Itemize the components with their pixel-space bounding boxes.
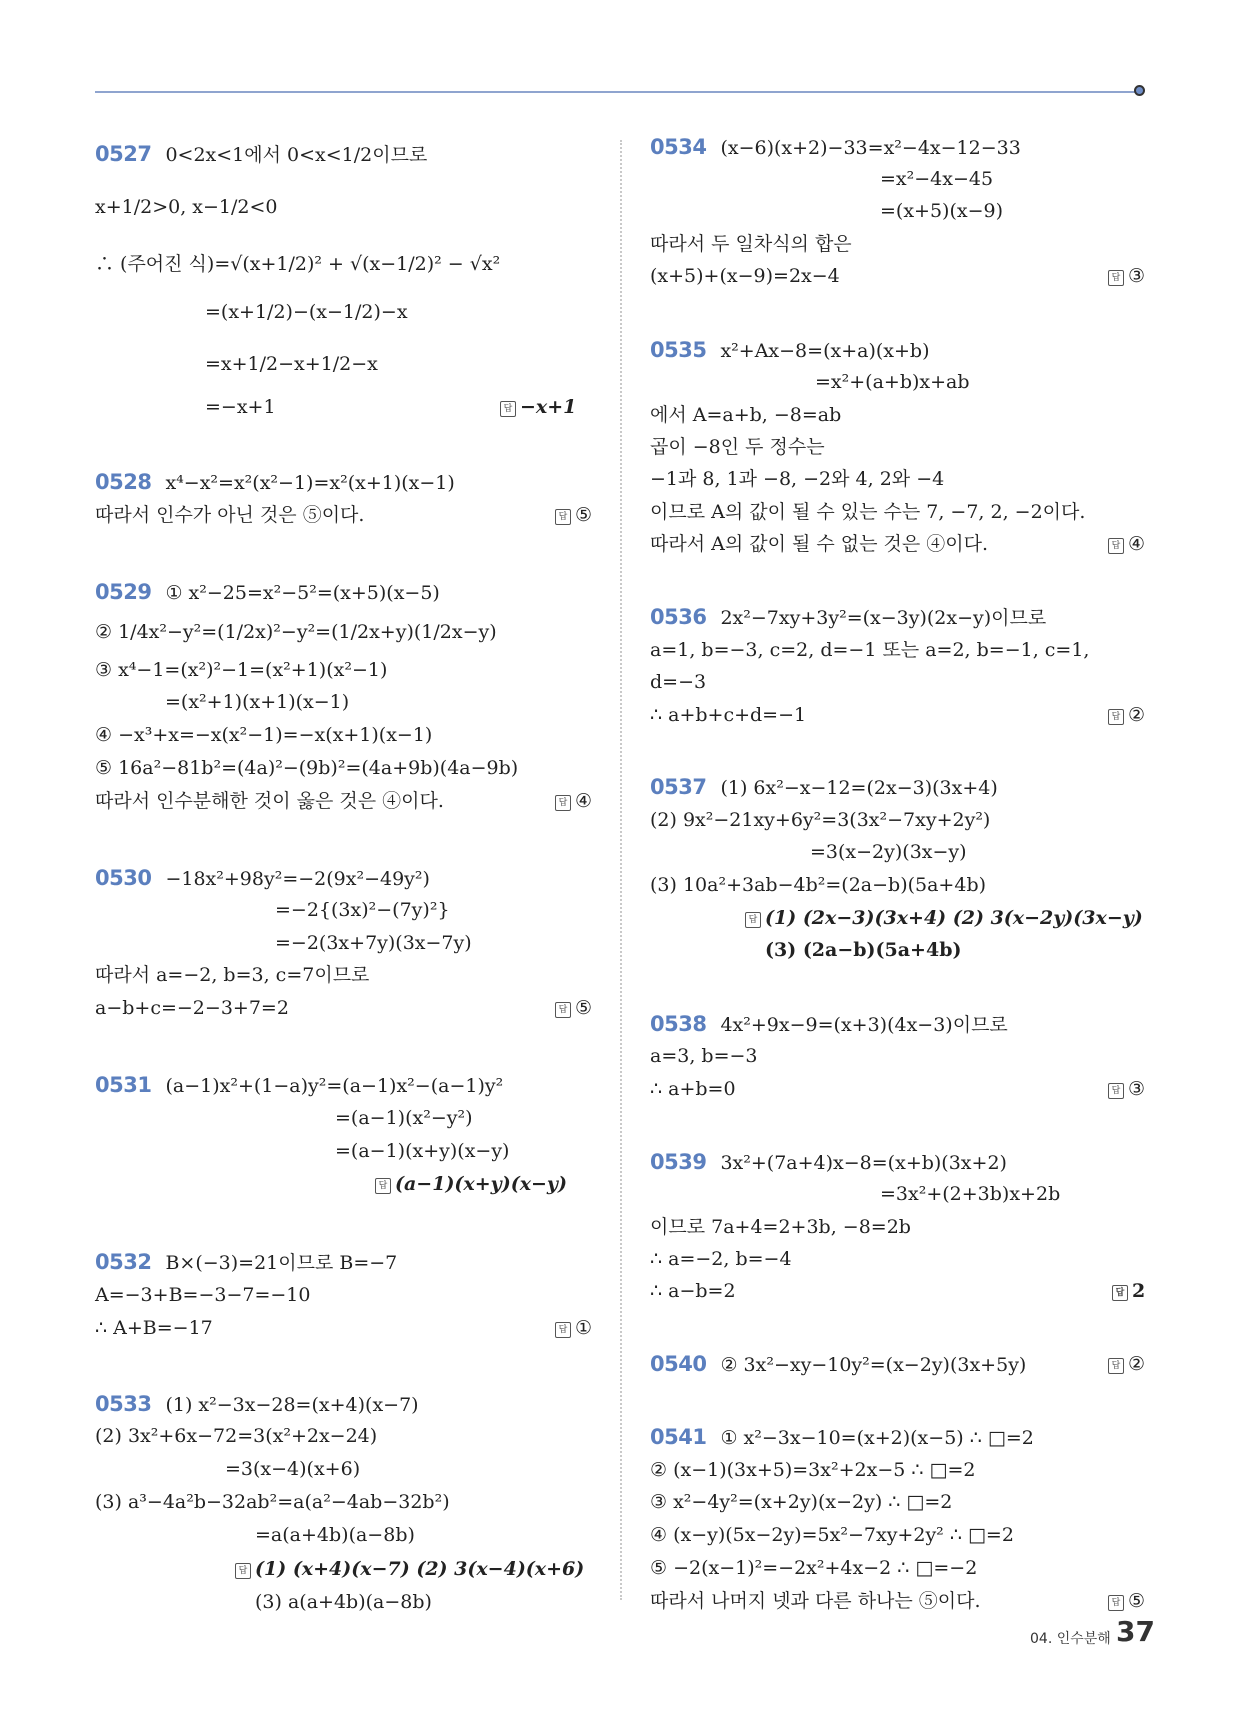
- problem-0530-line-4: 따라서 a=−2, b=3, c=7이므로: [95, 964, 370, 986]
- problem-0529-line-4: =(x²+1)(x+1)(x−1): [165, 691, 350, 713]
- problem-0531-line-3: =(a−1)(x+y)(x−y): [335, 1140, 510, 1162]
- answer-icon: 답: [1108, 538, 1124, 554]
- answer-0534: 답 ③: [1108, 264, 1145, 288]
- answer-0529: 답 ④: [555, 789, 592, 813]
- problem-0536-line-4: ∴ a+b+c+d=−1: [650, 704, 807, 726]
- answer-icon: 답: [555, 1002, 571, 1018]
- solution-text: (x−6)(x+2)−33=x²−4x−12−33: [720, 137, 1021, 159]
- problem-0535-line-3: 에서 A=a+b, −8=ab: [650, 404, 842, 426]
- problem-0538-line-3: ∴ a+b=0: [650, 1078, 736, 1100]
- answer-icon: 답: [1108, 1083, 1124, 1099]
- problem-0535-line-1: [650, 338, 929, 363]
- column-divider: [620, 140, 622, 1600]
- problem-number: 0531: [95, 1073, 152, 1097]
- problem-0541-line-4: ④ (x−y)(5x−2y)=5x²−7xy+2y² ∴ □=2: [650, 1524, 1014, 1546]
- solution-text: −18x²+98y²=−2(9x²−49y²): [165, 868, 430, 890]
- answer-0527: 답 −x+1: [500, 395, 576, 419]
- problem-0529-line-1: [95, 580, 440, 605]
- solution-text: B×(−3)=21이므로 B=−7: [165, 1252, 398, 1274]
- answer-icon: 답: [375, 1178, 391, 1194]
- problem-0536-line-3: d=−3: [650, 671, 707, 693]
- problem-0532-line-3: ∴ A+B=−17: [95, 1317, 213, 1339]
- problem-0533-line-2: (2) 3x²+6x−72=3(x²+2x−24): [95, 1425, 378, 1447]
- problem-number: 0530: [95, 866, 152, 890]
- problem-0536-line-1: [650, 605, 1046, 630]
- problem-0541-line-6: 따라서 나머지 넷과 다른 하나는 ⑤이다.: [650, 1590, 981, 1612]
- solution-text: 0<2x<1에서 0<x<1/2이므로: [165, 144, 428, 166]
- solution-text: ① x²−25=x²−5²=(x+5)(x−5): [165, 582, 440, 604]
- problem-0535-line-7: 따라서 A의 값이 될 수 없는 것은 ④이다.: [650, 533, 988, 555]
- problem-number: 0535: [650, 338, 707, 362]
- problem-0534-line-4: 따라서 두 일차식의 합은: [650, 233, 852, 255]
- problem-0527-line-3: ∴ (주어진 식)=√(x+1/2)² + √(x−1/2)² − √x²: [95, 253, 501, 275]
- problem-0538-line-1: [650, 1012, 1008, 1037]
- problem-number: 0536: [650, 605, 707, 629]
- answer-icon: 답: [235, 1563, 251, 1579]
- answer-icon: 답: [555, 795, 571, 811]
- problem-0531-line-2: =(a−1)(x²−y²): [335, 1107, 473, 1129]
- problem-0534-line-1: [650, 135, 1021, 160]
- page-number: 37: [1116, 1615, 1155, 1648]
- problem-0537-line-4: (3) 10a²+3ab−4b²=(2a−b)(5a+4b): [650, 874, 987, 896]
- problem-number: 0533: [95, 1392, 152, 1416]
- header-rule: [95, 91, 1141, 93]
- answer-0537: 답 (1) (2x−3)(3x+4) (2) 3(x−2y)(3x−y): [745, 906, 1143, 930]
- problem-0540-line-1: [650, 1352, 1026, 1377]
- chapter-label: 04. 인수분해: [1030, 1631, 1111, 1647]
- problem-0527-line-2: x+1/2>0, x−1/2<0: [95, 196, 278, 218]
- problem-0533-line-5: =a(a+4b)(a−8b): [255, 1524, 415, 1546]
- solution-text: 4x²+9x−9=(x+3)(4x−3)이므로: [720, 1014, 1008, 1036]
- problem-0527-line-1: [95, 142, 427, 167]
- problem-0530-line-3: =−2(3x+7y)(3x−7y): [275, 932, 472, 954]
- solution-text: (1) 6x²−x−12=(2x−3)(3x+4): [720, 777, 998, 799]
- problem-0539-line-3: 이므로 7a+4=2+3b, −8=2b: [650, 1216, 911, 1238]
- problem-0536-line-2: a=1, b=−3, c=2, d=−1 또는 a=2, b=−1, c=1,: [650, 639, 1090, 661]
- answer-0537-part3: (3) (2a−b)(5a+4b): [765, 939, 962, 961]
- answer-0539: 답 2: [1112, 1279, 1145, 1303]
- answer-icon: 답: [1108, 270, 1124, 286]
- problem-0537-line-2: (2) 9x²−21xy+6y²=3(3x²−7xy+2y²): [650, 809, 991, 831]
- problem-number: 0538: [650, 1012, 707, 1036]
- solution-text: x⁴−x²=x²(x²−1)=x²(x+1)(x−1): [165, 472, 455, 494]
- problem-number: 0537: [650, 775, 707, 799]
- problem-0541-line-5: ⑤ −2(x−1)²=−2x²+4x−2 ∴ □=−2: [650, 1557, 978, 1579]
- problem-0534-line-2: =x²−4x−45: [880, 168, 994, 190]
- problem-0527-line-5: =x+1/2−x+1/2−x: [205, 353, 378, 375]
- problem-0527-line-4: =(x+1/2)−(x−1/2)−x: [205, 301, 408, 323]
- problem-0528-line-1: [95, 470, 455, 495]
- problem-0539-line-4: ∴ a=−2, b=−4: [650, 1248, 792, 1270]
- problem-0531-line-1: [95, 1073, 503, 1098]
- problem-number: 0532: [95, 1250, 152, 1274]
- answer-0533-part3: (3) a(a+4b)(a−8b): [255, 1591, 432, 1613]
- problem-0530-line-5: a−b+c=−2−3+7=2: [95, 997, 289, 1019]
- problem-0527-line-6: =−x+1: [205, 396, 276, 418]
- problem-0537-line-3: =3(x−2y)(3x−y): [810, 841, 967, 863]
- problem-number: 0529: [95, 580, 152, 604]
- answer-0533: 답 (1) (x+4)(x−7) (2) 3(x−4)(x+6): [235, 1557, 584, 1581]
- answer-0541: 답 ⑤: [1108, 1589, 1145, 1613]
- problem-0535-line-4: 곱이 −8인 두 정수는: [650, 436, 825, 458]
- answer-0538: 답 ③: [1108, 1077, 1145, 1101]
- answer-icon: 답: [1108, 1358, 1124, 1374]
- answer-icon: 답: [1108, 709, 1124, 725]
- problem-0529-line-2: ② 1/4x²−y²=(1/2x)²−y²=(1/2x+y)(1/2x−y): [95, 621, 497, 643]
- problem-0535-line-5: −1과 8, 1과 −8, −2와 4, 2와 −4: [650, 468, 945, 490]
- problem-0537-line-1: [650, 775, 998, 800]
- solution-text: 3x²+(7a+4)x−8=(x+b)(3x+2): [720, 1152, 1007, 1174]
- answer-icon: 답: [555, 1322, 571, 1338]
- problem-0541-line-3: ③ x²−4y²=(x+2y)(x−2y) ∴ □=2: [650, 1491, 953, 1513]
- solution-text: x²+Ax−8=(x+a)(x+b): [720, 340, 930, 362]
- answer-0535: 답 ④: [1108, 532, 1145, 556]
- problem-number: 0534: [650, 135, 707, 159]
- problem-0533-line-3: =3(x−4)(x+6): [225, 1458, 361, 1480]
- problem-number: 0528: [95, 470, 152, 494]
- problem-0541-line-2: ② (x−1)(3x+5)=3x²+2x−5 ∴ □=2: [650, 1459, 976, 1481]
- problem-0539-line-1: [650, 1150, 1007, 1175]
- problem-0529-line-6: ⑤ 16a²−81b²=(4a)²−(9b)²=(4a+9b)(4a−9b): [95, 757, 519, 779]
- answer-icon: 답: [500, 401, 516, 417]
- solution-text: ① x²−3x−10=(x+2)(x−5) ∴ □=2: [720, 1427, 1034, 1449]
- answer-0536: 답 ②: [1108, 703, 1145, 727]
- solution-text: ② 3x²−xy−10y²=(x−2y)(3x+5y): [720, 1354, 1027, 1376]
- problem-0534-line-5: (x+5)+(x−9)=2x−4: [650, 265, 840, 287]
- problem-0530-line-2: =−2{(3x)²−(7y)²}: [275, 899, 450, 921]
- problem-0535-line-2: =x²+(a+b)x+ab: [815, 371, 970, 393]
- problem-number: 0541: [650, 1425, 707, 1449]
- problem-number: 0539: [650, 1150, 707, 1174]
- problem-0528-line-2: 따라서 인수가 아닌 것은 ⑤이다.: [95, 504, 365, 526]
- problem-0533-line-4: (3) a³−4a²b−32ab²=a(a²−4ab−32b²): [95, 1491, 450, 1513]
- answer-icon: 답: [1108, 1595, 1124, 1611]
- problem-0532-line-2: A=−3+B=−3−7=−10: [95, 1284, 311, 1306]
- problem-0532-line-1: [95, 1250, 397, 1275]
- problem-0529-line-5: ④ −x³+x=−x(x²−1)=−x(x+1)(x−1): [95, 724, 433, 746]
- problem-0541-line-1: [650, 1425, 1034, 1450]
- problem-0534-line-3: =(x+5)(x−9): [880, 200, 1004, 222]
- problem-0529-line-7: 따라서 인수분해한 것이 옳은 것은 ④이다.: [95, 790, 444, 812]
- answer-0532: 답 ①: [555, 1316, 592, 1340]
- problem-0539-line-5: ∴ a−b=2: [650, 1280, 736, 1302]
- header-dot: [1134, 85, 1145, 96]
- answer-0530: 답 ⑤: [555, 996, 592, 1020]
- answer-icon: 답: [1112, 1285, 1128, 1301]
- problem-0535-line-6: 이므로 A의 값이 될 수 있는 수는 7, −7, 2, −2이다.: [650, 501, 1086, 523]
- problem-0538-line-2: a=3, b=−3: [650, 1045, 758, 1067]
- problem-0530-line-1: [95, 866, 430, 891]
- problem-0533-line-1: [95, 1392, 419, 1417]
- answer-0531: 답 (a−1)(x+y)(x−y): [375, 1172, 567, 1196]
- solution-text: (a−1)x²+(1−a)y²=(a−1)x²−(a−1)y²: [165, 1075, 504, 1097]
- problem-0539-line-2: =3x²+(2+3b)x+2b: [880, 1183, 1061, 1205]
- answer-0540: 답 ②: [1108, 1352, 1145, 1376]
- problem-0529-line-3: ③ x⁴−1=(x²)²−1=(x²+1)(x²−1): [95, 659, 388, 681]
- problem-number: 0527: [95, 142, 152, 166]
- solution-text: 2x²−7xy+3y²=(x−3y)(2x−y)이므로: [720, 607, 1047, 629]
- answer-0528: 답 ⑤: [555, 503, 592, 527]
- answer-icon: 답: [555, 509, 571, 525]
- solution-text: (1) x²−3x−28=(x+4)(x−7): [165, 1394, 419, 1416]
- answer-icon: 답: [745, 912, 761, 928]
- problem-number: 0540: [650, 1352, 707, 1376]
